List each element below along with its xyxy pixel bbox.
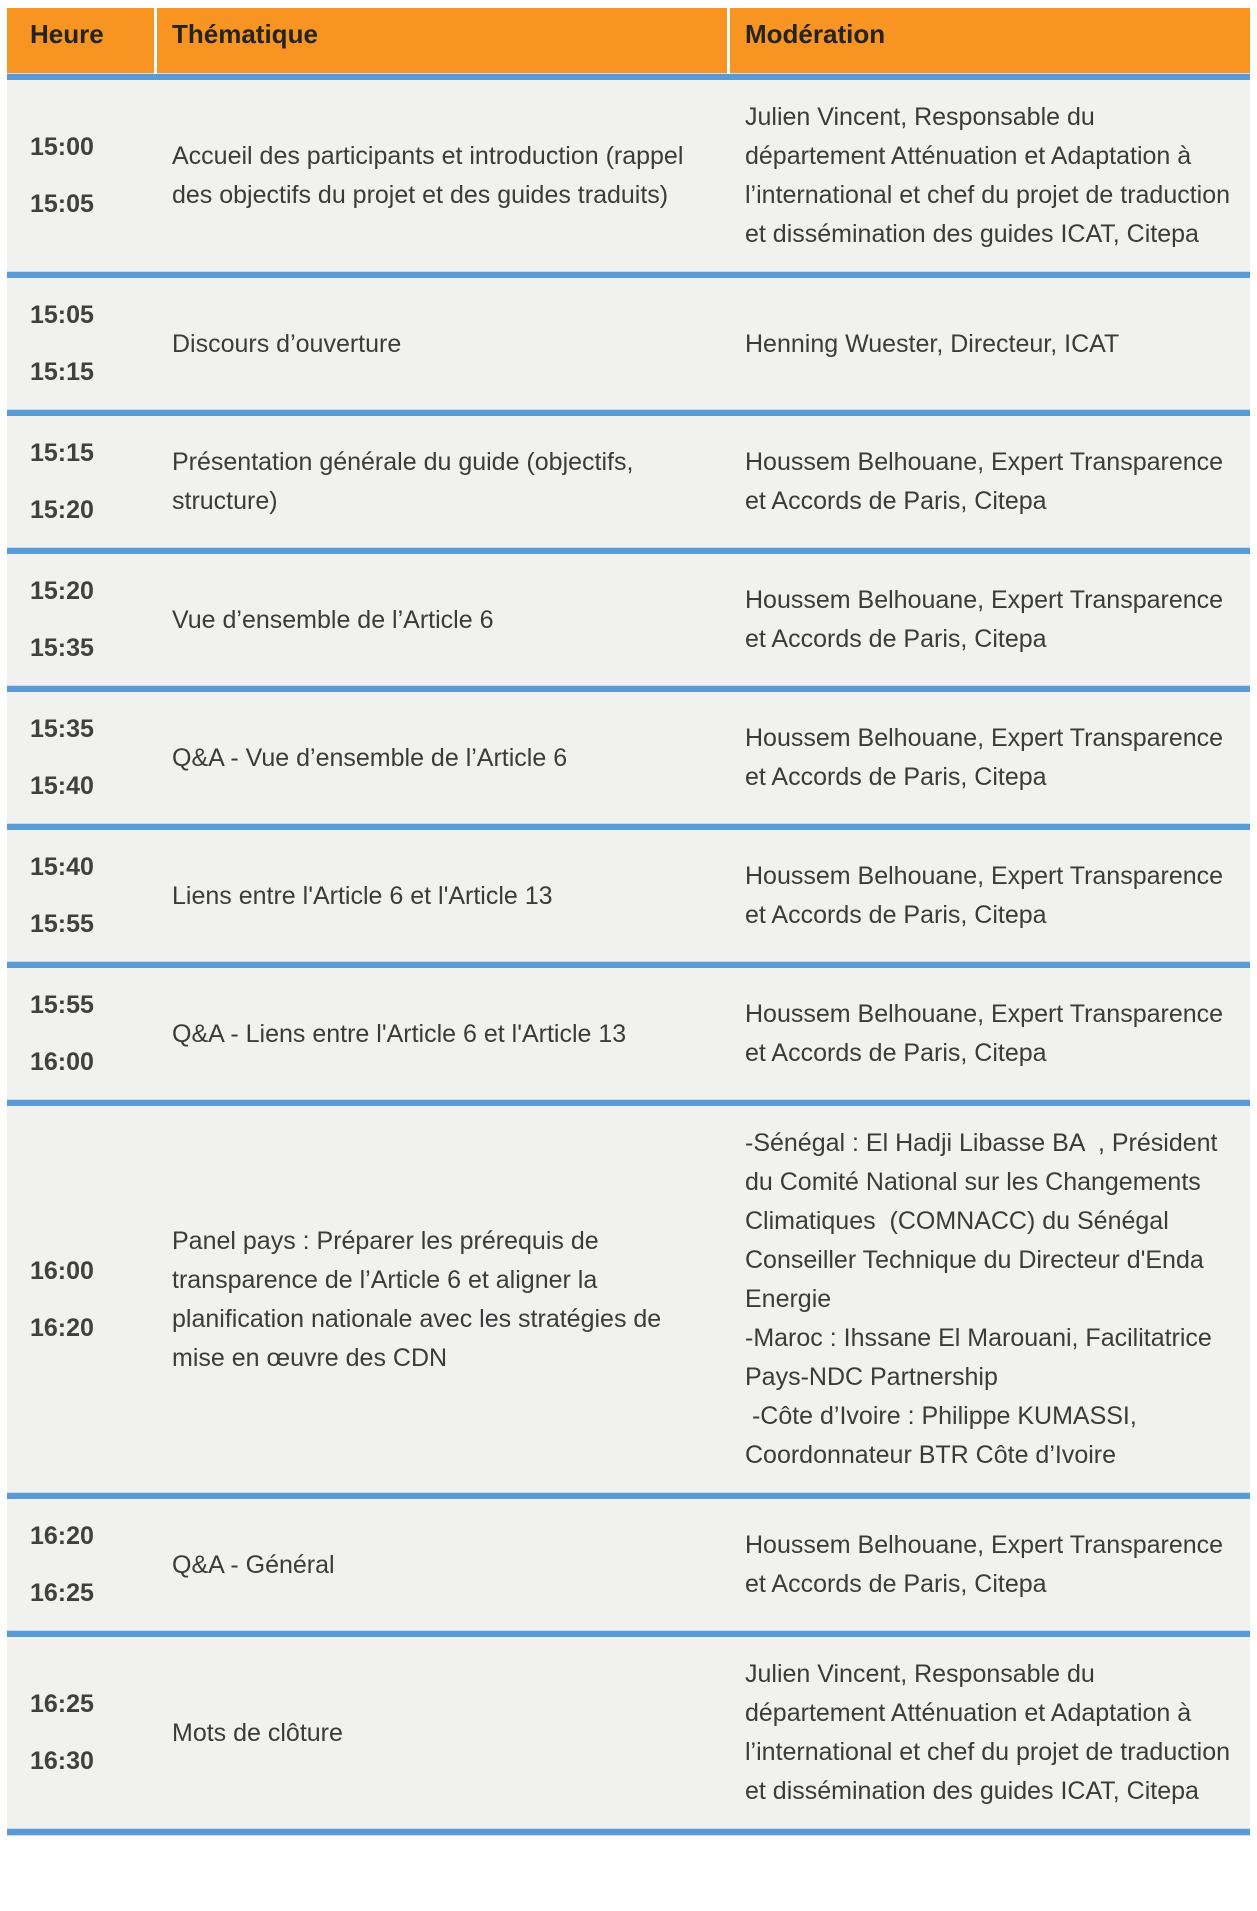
moderation-paragraph: Houssem Belhouane, Expert Transparence et Accords de Paris, Citepa: [745, 448, 1231, 515]
time-cell: [7, 830, 157, 962]
agenda-rows: [7, 80, 1250, 1835]
agenda-document: [7, 8, 1250, 1835]
moderation-paragraph: Houssem Belhouane, Expert Transparence et Accords de Paris, Citepa: [745, 1531, 1231, 1598]
theme-cell: [157, 1106, 730, 1493]
session-title: Discours d’ouverture: [172, 329, 402, 358]
agenda-row: [7, 830, 1250, 962]
moderation-cell: [730, 1637, 1250, 1829]
time-end: 15:15: [30, 358, 94, 386]
column-header-heure: [7, 8, 157, 74]
column-header-thematique: [157, 8, 730, 74]
moderation-paragraph: Houssem Belhouane, Expert Transparence et Accords de Paris, Citepa: [745, 862, 1231, 929]
moderation-cell: [730, 554, 1250, 686]
moderation-cell: [730, 1106, 1250, 1493]
theme-cell: [157, 416, 730, 548]
moderation-paragraph: Houssem Belhouane, Expert Transparence et Accords de Paris, Citepa: [745, 724, 1231, 791]
column-header-label: Thématique: [172, 19, 318, 49]
time-end: 15:05: [30, 190, 94, 218]
session-title: Q&A - Général: [172, 1550, 335, 1579]
theme-cell: [157, 968, 730, 1100]
time-end: 15:35: [30, 634, 94, 662]
time-end: 16:30: [30, 1747, 94, 1775]
moderation-cell: [730, 80, 1250, 272]
time-cell: [7, 968, 157, 1100]
moderation-paragraph: Houssem Belhouane, Expert Transparence et Accords de Paris, Citepa: [745, 586, 1231, 653]
time-start: 15:40: [30, 853, 94, 881]
theme-cell: [157, 80, 730, 272]
time-start: 15:35: [30, 715, 94, 743]
session-title: Liens entre l'Article 6 et l'Article 13: [172, 881, 553, 910]
moderation-paragraph: Henning Wuester, Directeur, ICAT: [745, 329, 1120, 358]
time-start: 15:20: [30, 577, 94, 605]
session-title: Accueil des participants et introduction (rappel des objectifs du projet et des guides traduits): [172, 142, 684, 209]
time-start: 15:05: [30, 301, 94, 329]
session-title: Panel pays : Préparer les prérequis de transparence de l’Article 6 et aligner la planification nationale avec les stratégies de mise en œuvre des CDN: [172, 1226, 662, 1372]
time-cell: [7, 278, 157, 410]
moderation-cell: [730, 692, 1250, 824]
theme-cell: [157, 554, 730, 686]
time-cell: [7, 554, 157, 686]
theme-cell: [157, 278, 730, 410]
theme-cell: [157, 1637, 730, 1829]
session-title: Vue d’ensemble de l’Article 6: [172, 605, 494, 634]
moderation-cell: [730, 1499, 1250, 1631]
time-end: 15:55: [30, 910, 94, 938]
moderation-cell: [730, 968, 1250, 1100]
agenda-row: [7, 80, 1250, 272]
moderation-cell: [730, 416, 1250, 548]
agenda-row: [7, 1106, 1250, 1493]
theme-cell: [157, 692, 730, 824]
time-cell: [7, 1637, 157, 1829]
session-title: Q&A - Vue d’ensemble de l’Article 6: [172, 743, 568, 772]
agenda-row: [7, 554, 1250, 686]
moderation-paragraph: Houssem Belhouane, Expert Transparence et Accords de Paris, Citepa: [745, 1000, 1231, 1067]
agenda-row: [7, 968, 1250, 1100]
session-title: Q&A - Liens entre l'Article 6 et l'Article 13: [172, 1019, 627, 1048]
time-cell: [7, 692, 157, 824]
table-header-row: [7, 8, 1250, 74]
moderation-paragraph: -Maroc : Ihssane El Marouani, Facilitatrice Pays-NDC Partnership: [745, 1324, 1219, 1391]
time-end: 15:40: [30, 772, 94, 800]
time-cell: [7, 80, 157, 272]
row-divider: [7, 1829, 1250, 1835]
time-start: 15:55: [30, 991, 94, 1019]
time-end: 16:25: [30, 1579, 94, 1607]
time-cell: [7, 1106, 157, 1493]
time-cell: [7, 1499, 157, 1631]
time-end: 16:00: [30, 1048, 94, 1076]
time-start: 15:00: [30, 133, 94, 161]
time-end: 15:20: [30, 496, 94, 524]
theme-cell: [157, 830, 730, 962]
time-start: 15:15: [30, 439, 94, 467]
moderation-paragraph: -Côte d’Ivoire : Philippe KUMASSI, Coordonnateur BTR Côte d’Ivoire: [745, 1402, 1144, 1469]
column-header-moderation: [730, 8, 1250, 74]
moderation-paragraph: Julien Vincent, Responsable du département Atténuation et Adaptation à l’international et chef du projet de traduction et dissémination des guides ICAT, Citepa: [745, 1660, 1237, 1805]
session-title: Mots de clôture: [172, 1718, 343, 1747]
theme-cell: [157, 1499, 730, 1631]
agenda-row: [7, 416, 1250, 548]
time-start: 16:00: [30, 1256, 94, 1285]
column-header-label: Modération: [745, 19, 886, 49]
moderation-paragraph: Julien Vincent, Responsable du département Atténuation et Adaptation à l’international et chef du projet de traduction et dissémination des guides ICAT, Citepa: [745, 103, 1237, 248]
time-end: 16:20: [30, 1313, 94, 1342]
time-start: 16:20: [30, 1522, 94, 1550]
time-cell: [7, 416, 157, 548]
agenda-row: [7, 1499, 1250, 1631]
session-title: Présentation générale du guide (objectifs, structure): [172, 448, 634, 515]
moderation-cell: [730, 278, 1250, 410]
agenda-row: [7, 692, 1250, 824]
agenda-row: [7, 278, 1250, 410]
moderation-paragraph: -Sénégal : El Hadji Libasse BA , Président du Comité National sur les Changements Climatiques (COMNACC) du Sénégal Conseiller Technique du Directeur d'Enda Energie: [745, 1129, 1225, 1313]
agenda-row: [7, 1637, 1250, 1829]
column-header-label: Heure: [30, 19, 104, 49]
moderation-cell: [730, 830, 1250, 962]
time-start: 16:25: [30, 1690, 94, 1718]
